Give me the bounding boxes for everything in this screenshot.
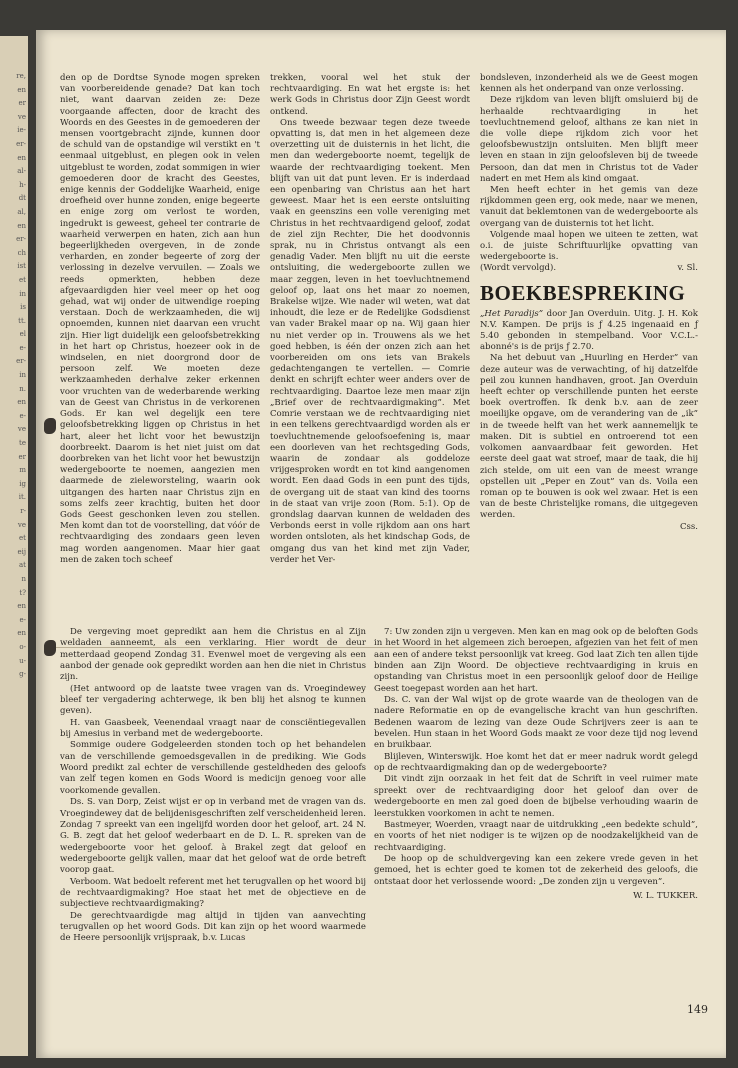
- book-details: [480, 309, 698, 354]
- margin-fragment: ve: [17, 112, 26, 121]
- book-publisher-info: door Jan Overduin. Uitg. J. H. Kok N.V. Kampen. De prijs is ƒ 4.25 ingenaaid en ƒ 5.40 gebonden in stempelband. Voor V.C.L.-abonné's is de prijs ƒ 2.70.: [480, 308, 698, 353]
- paragraph: Ds. C. van der Wal wijst op de grote waarde van de theologen van de nadere Reformatie en op de evangelische kracht van hun geschriften. Bedenen waarom de lezing van deze Oude Schrijvers zeer is aan te bevelen. Hun staan in het Woord Gods maakt ze voor deze tijd nog levend en bruikbaar.: [374, 695, 698, 751]
- paragraph: (Het antwoord op de laatste twee vragen van ds. Vroegindewey bleef ter vergadering achterwege, ik ben blij het alsnog te kunnen geven).: [60, 683, 366, 717]
- review-heading: BOEKBESPREKING: [480, 280, 686, 305]
- paragraph: Sommige oudere Godgeleerden stonden toch op het behandelen van de verschillende gemoedsgevallen in de prediking. Wie Gods Woord predikt zal echter de verschillende gesteldheden des geloofs van zelf tegen komen en Gods Woord is medicijn genoeg voor alle voorkomende gevallen.: [60, 740, 366, 796]
- margin-fragment: h-: [19, 180, 26, 189]
- margin-fragment: tt.: [18, 316, 26, 325]
- margin-fragment: it.: [18, 493, 26, 502]
- continued-note: (Wordt vervolgd).: [480, 263, 557, 274]
- paragraph: Verboom. Wat bedoelt referent met het terugvallen op het woord bij de rechtvaardigmaking? Hoe staat het met de objectieve en de subjectieve rechtvaardigmaking?: [60, 876, 366, 910]
- margin-fragment: r-: [20, 507, 26, 515]
- margin-fragment: t?: [19, 588, 26, 597]
- paragraph: De gerechtvaardigde mag altijd in tijden van aanvechting terugvallen op het woord Gods. Dit kan zijn op het woord waarmede de Heere persoonlijk vrijspraak, b.v. Lucas: [60, 910, 366, 944]
- article-column-3: [480, 73, 698, 533]
- margin-fragment: dt: [18, 194, 26, 203]
- margin-fragment: er: [18, 452, 26, 461]
- margin-fragment: ve: [17, 520, 26, 529]
- review-signature: Css.: [679, 521, 698, 532]
- margin-fragment: en: [17, 221, 26, 230]
- paragraph: Blijleven, Winterswijk. Hoe komt het dat er meer nadruk wordt gelegd op de rechtvaardigmaking dan op de wedergeboorte?: [374, 751, 698, 774]
- margin-fragment: et: [19, 275, 26, 284]
- margin-fragment: er-: [16, 235, 26, 244]
- margin-fragment: er-: [16, 139, 26, 148]
- paragraph: trekken, vooral wel het stuk der rechtvaardiging. En wat het ergste is: het werk Gods in Christus door Zijn Geest wordt ontkend.: [270, 73, 470, 117]
- discussion-column-left: [60, 627, 366, 945]
- paragraph: De hoop op de schuldvergeving kan een zekere vrede geven in het gemoed, het is echter goed te komen tot de zekerheid des geloofs, die ontstaat door het verlossende woord: „De zonden zijn u vergeven”.: [374, 853, 698, 887]
- margin-fragment: in: [19, 371, 26, 380]
- margin-fragment: n: [21, 574, 26, 583]
- margin-fragment: o-: [19, 642, 26, 651]
- margin-fragment: ist: [17, 262, 26, 271]
- binding-hole: [44, 418, 56, 434]
- margin-fragment: ch: [17, 248, 26, 257]
- paragraph: De vergeving moet gepredikt aan hem die Christus en al Zijn weldaden aanneemt, als een verklaring. Hier wordt de deur metterdaad geopend Zondag 31. Evenwel moet de vergeving als een aanbod der genade ook gepredikt worden aan hen die niet in Christus zijn.: [60, 627, 366, 683]
- margin-fragment: en: [17, 85, 26, 94]
- margin-fragment: er-: [16, 357, 26, 366]
- paragraph: Ds. S. van Dorp, Zeist wijst er op in verband met de vragen van ds. Vroegindewey dat de belijdenisgeschriften zelf verscheidenheid leren. Zondag 7 spreekt van een ingelijfd worden door het geloof, art. 24 N. G. B. zegt dat het geloof wederbaart en de D. L. R. spreken van de wedergeboorte voor het geloof. à Brakel zegt dat geloof en wedergeboorte gelijk vallen, maar dat het geloof wat de orde betreft voorop gaat.: [60, 797, 366, 876]
- paragraph: H. van Gaasbeek, Veenendaal vraagt naar de consciëntiegevallen bij Amesius in verband met de wedergeboorte.: [60, 717, 366, 740]
- margin-fragment: n.: [19, 384, 26, 393]
- discussion-signature: W. L. TUKKER.: [633, 890, 698, 901]
- book-title: „Het Paradijs”: [480, 308, 544, 319]
- margin-fragment: e-: [19, 343, 26, 352]
- margin-fragment: g-: [19, 670, 26, 679]
- margin-fragment: is: [20, 303, 26, 312]
- margin-fragment: el: [19, 330, 26, 339]
- paragraph: bondsleven, inzonderheid als we de Geest mogen kennen als het onderpand van onze verlossing.: [480, 73, 698, 95]
- margin-fragment: en: [17, 629, 26, 638]
- margin-fragment: ig: [19, 479, 26, 488]
- margin-fragment: al,: [17, 207, 26, 216]
- paragraph: 7: Uw zonden zijn u vergeven. Men kan en mag ook op de beloften Gods in het Woord in het algemeen zich beroepen, afgezien van het feit of men aan een of andere tekst persoonlijk vat kreeg. God laat Zich ten allen tijde binden aan Zijn Woord. De objectieve rechtvaardiging in kruis en opstanding van Christus moet in een persoonlijk geloof door de Heilige Geest toegepast worden aan het hart.: [374, 627, 698, 694]
- margin-fragment: al-: [17, 167, 26, 176]
- previous-page-edge: [0, 36, 28, 1056]
- paragraph: Bastmeyer, Woerden, vraagt naar de uitdrukking „een bedekte schuld”, en voorts of het niet nodiger is te wijzen op de noodzakelijkheid van de rechtvaardiging.: [374, 819, 698, 853]
- paragraph: Volgende maal hopen we uiteen te zetten, wat o.i. de juiste Schriftuurlijke opvatting van wedergeboorte is.: [480, 229, 698, 263]
- binding-hole: [44, 640, 56, 656]
- paragraph: Dit vindt zijn oorzaak in het feit dat de Schrift in veel ruimer mate spreekt over de rechtvaardiging door het geloof dan over de wedergeboorte en men zal goed doen de bijbelse verhouding waarin de leerstukken voorkomen in acht te nemen.: [374, 774, 698, 819]
- article-conclusion: [480, 73, 698, 263]
- margin-fragment: eij: [17, 547, 26, 556]
- margin-fragment: m: [19, 466, 26, 475]
- author-initials: v. Sl.: [677, 263, 698, 274]
- paragraph: Deze rijkdom van leven blijft omsluierd bij de herhaalde rechtvaardiging in het toevluchtnemend geloof, althans ze kan niet in die volle diepe rijkdom zich voor het geloofsbewustzijn ontsluiten. Men blijft meer leven en staan in zijn geloofsleven bij de tweede Persoon, dan dat men in Christus tot de Vader nadert en met Hem als kind omgaat.: [480, 95, 698, 184]
- paragraph: den op de Dordtse Synode mogen spreken van voorbereidende genade? Dat kan toch niet, want daarvan zeiden ze: Deze voorgaande affecten, door de kracht des Woords en des Geestes in de gemoederen der mensen voortgebracht zijnde, kunnen door de schuld van de opstandige wil verstikt en 't eenmaal uitgeblust, en plegen ook in velen uitgeblust te worden, zodat sommigen in wier gemoederen door de kracht des Geestes, enige kennis der Goddelijke Waarheid, enige droefheid over hunne zonden, enige begeerte en enige zorg om verlost te worden, ingedrukt is geweest, geheel ter contrarie de waarheid verwerpen en haten, zich aan hun begeerlijkheden overgeven, in de zonde verharden, en zonder begeerte of zorg der verlossing in dezelve vervuilen. — Zoals we reeds opmerkten, hebben deze afgevaardigden hier veel meer op het oog gehad, wat wij onder de uitwendige roeping verstaan. Doch de werkzaamheden, die wij opnoemden, kunnen niet daarvan een vrucht zijn. Hier ligt duidelijk een geloofsbetrekking in het hart op Christus, hoezeer ook in de windselen, en niet doorgrond door de persoon zelf. We moeten deze werkzaamheden derhalve zeker erkennen voor vruchten van de wederbarende werking van de Geest van Christus in de verkorenen Gods. Er kan wel degelijk een tere geloofsbetrekking liggen op Christus in het hart, aleer het licht voor het bewustzijn doorbreekt. Daarom is het niet juist om dat doorbreken van het licht voor het bewustzijn wedergeboorte te noemen, aangezien men daarmede de zieleworsteling, waarin ook uitgangen des harten naar Christus zijn en soms zelfs zeer krachtig, buiten het door Gods Geest geschonken leven zou stellen. Men komt dan tot de voorstelling, dat vóór de rechtvaardiging des zondaars geen leven mag worden aangenomen. Maar hier gaat men de zaken toch scheef: [60, 73, 260, 565]
- margin-fragment: re,: [16, 72, 26, 80]
- review-body: Na het debuut van „Huurling en Herder” van deze auteur was de verwachting, of hij datzelfde peil zou kunnen handhaven, groot. Jan Overduin heeft echter op verschillende punten het eerste boek overtroffen. Ik denk b.v. aan de zeer moeilijke opgave, om de verandering van de „ik” in de tweede helft van het werk aannemelijk te maken. Dit is subtiel en ontroerend tot een volkomen aanvaardbaar feit geworden. Het eerste deel gaat wat stroef, maar de taak, die hij zich stelde, om uit een van de meest wrange opstellen uit „Peper en Zout” van ds. Voila een roman op te bouwen is ook wel zwaar. Het is een van de beste Christelijke romans, die uitgegeven werden.: [480, 353, 698, 521]
- margin-fragment: ie-: [17, 126, 26, 135]
- margin-fragment: at: [19, 561, 26, 570]
- discussion-column-right: [374, 627, 698, 902]
- margin-fragment: ve: [17, 425, 26, 434]
- margin-fragment: in: [19, 289, 26, 298]
- margin-fragment: u-: [19, 656, 26, 665]
- discussion-answers: [374, 627, 698, 888]
- article-column-1: [60, 73, 260, 566]
- margin-fragment: e-: [19, 615, 26, 624]
- page-number: 149: [687, 1003, 708, 1016]
- margin-fragment: en: [17, 602, 26, 611]
- margin-fragment: en: [17, 153, 26, 162]
- margin-fragment: te: [19, 439, 26, 448]
- paragraph: Ons tweede bezwaar tegen deze tweede opvatting is, dat men in het algemeen deze overzetting uit de duisternis in het licht, die men dan wedergeboorte noemt, tegelijk de waarde der rechtvaardiging toekent. Men blijft van uit dat punt leven. Er is inderdaad een openbaring van Christus aan het hart geweest. Maar het is een eerste ontsluiting vaak en geenszins een volle vereniging met Christus in het rechtvaardigend geloof, zodat de ziel zijn Rechter, Die het doodvonnis sprak, nu in Christus ontvangt als een genadig Vader. Men blijft nu uit die eerste ontsluiting, die wedergeboorte zullen we maar zeggen, leven in het toevluchtnemend geloof op, laat ons het maar zo noemen, Brakelse wijze. Wie nader wil weten, wat dat inhoudt, die leze er de Redelijke Godsdienst van vader Brakel maar op na. Wij gaan hier nu niet verder op in. Trouwens als we het goed hebben, is één der onzen zich aan het voorbereiden om ons iets van Brakels gedachtengangen te vertellen. — Comrie denkt en schrijft echter weer anders over de rechtvaardiging. Daartoe leze men maar zijn „Brief over de rechtvaardigmaking”. Met Comrie verstaan we de rechtvaardiging niet in een telkens gerechtvaardigd worden als er toevluchtnemende geloofsoefening is, maar een doorleven van het rechtsgeding Gods, waarin de zondaar als goddeloze vrijgesproken wordt en tot kind aangenomen wordt. Een daad Gods in een punt des tijds, de overgang uit de staat van kind des toorns in de staat van vrije zoon (Rom. 5:1). Op de grondslag daarvan kunnen de weldaden des Verbonds eerst in volle rijkdom aan ons hart worden ontsloten, als het kindschap Gods, de omgang dus van het kind met zijn Vader, verder het Ver-: [270, 117, 470, 565]
- margin-fragment: et: [19, 534, 26, 543]
- margin-fragment: e-: [19, 411, 26, 420]
- margin-fragment: en: [17, 398, 26, 407]
- article-column-2: [270, 73, 470, 566]
- margin-fragments: [0, 70, 28, 682]
- article-footer: [480, 263, 698, 274]
- paragraph: Men heeft echter in het gemis van deze rijkdommen geen erg, ook mede, naar we menen, vanuit dat beklemtonen van de wedergeboorte als overgang van de duisternis tot het licht.: [480, 185, 698, 229]
- margin-fragment: er: [18, 99, 26, 108]
